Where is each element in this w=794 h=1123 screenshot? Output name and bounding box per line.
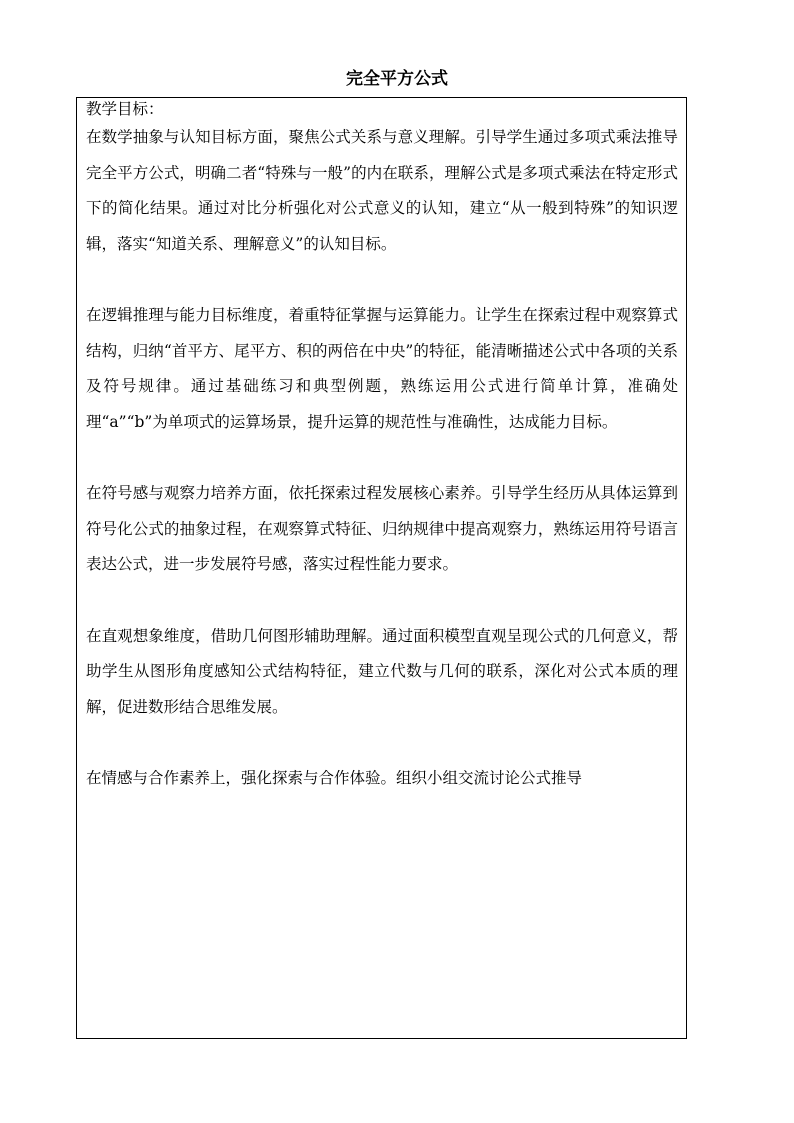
section-heading: 教学目标：: [86, 100, 164, 118]
paragraph-spacer: [86, 440, 678, 476]
paragraph-spacer: [86, 262, 678, 298]
paragraph-visual-goal: 在直观想象维度，借助几何图形辅助理解。通过面积模型直观呈现公式的几何意义，帮助学生从图形角度感知公式结构特征，建立代数与几何的联系，深化对公式本质的理解，促进数形结合思维发展。: [86, 626, 678, 716]
paragraph-cognitive-goal: 在数学抽象与认知目标方面，聚焦公式关系与意义理解。引导学生通过多项式乘法推导完全平方公式，明确二者“特殊与一般”的内在联系，理解公式是多项式乘法在特定形式下的简化结果。通过对比分析强化对公式意义的认知，建立“从一般到特殊”的知识逻辑，落实“知道关系、理解意义”的认知目标。: [86, 128, 678, 253]
document-title: 完全平方公式: [346, 69, 448, 89]
teaching-goals-content: [86, 98, 678, 797]
paragraph-symbol-sense-goal: 在符号感与观察力培养方面，依托探索过程发展核心素养。引导学生经历从具体运算到符号化公式的抽象过程，在观察算式特征、归纳规律中提高观察力，熟练运用符号语言表达公式，进一步发展符号感，落实过程性能力要求。: [86, 484, 678, 573]
teaching-goals-box: [76, 97, 687, 1039]
paragraph-spacer: [86, 583, 678, 619]
paragraph-spacer: [86, 725, 678, 761]
paragraph-emotional-goal: 在情感与合作素养上，强化探索与合作体验。组织小组交流讨论公式推导: [86, 769, 583, 787]
paragraph-reasoning-goal: 在逻辑推理与能力目标维度，着重特征掌握与运算能力。让学生在探索过程中观察算式结构，归纳“首平方、尾平方、积的两倍在中央”的特征，能清晰描述公式中各项的关系及符号规律。通过基础练习和典型例题，熟练运用公式进行简单计算，准确处理“a”“b”为单项式的运算场景，提升运算的规范性与准确性，达成能力目标。: [86, 306, 678, 431]
